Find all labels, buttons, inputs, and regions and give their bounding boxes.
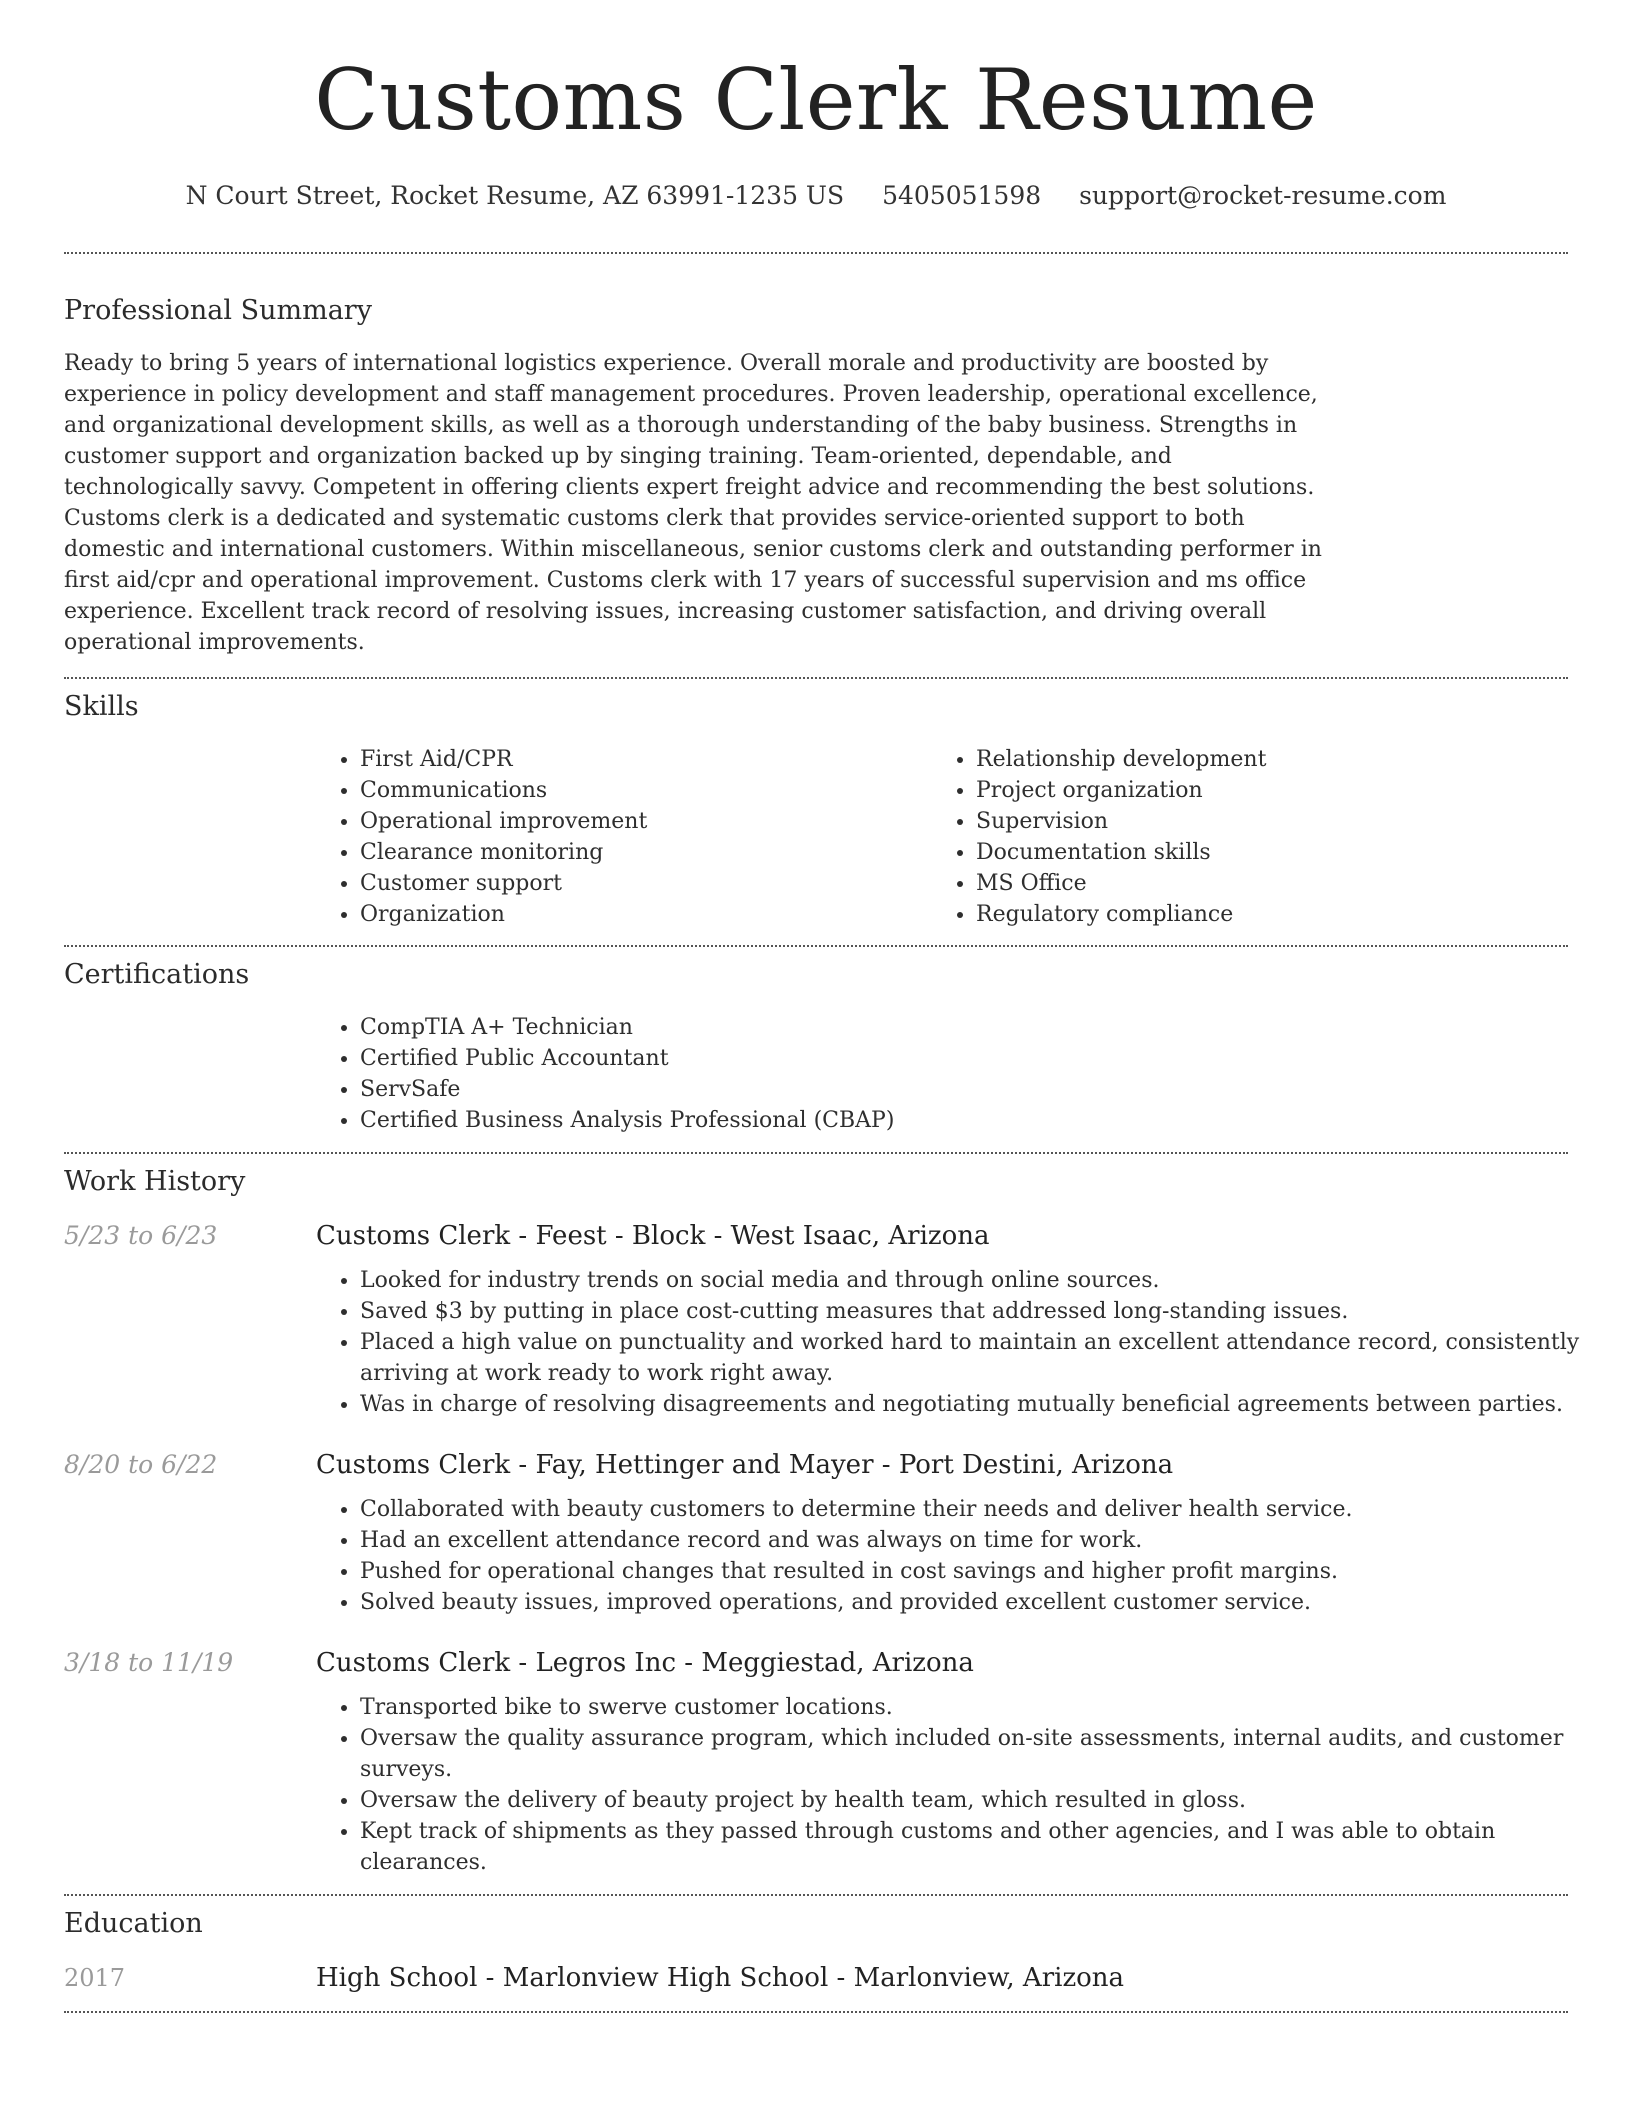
skill-item: • Documentation skills bbox=[976, 837, 1548, 868]
education-title: High School - Marlonview High School - Marlonview, Arizona bbox=[316, 1963, 1125, 1993]
contact-phone: 5405051598 bbox=[882, 181, 1042, 210]
skill-item: • First Aid/CPR bbox=[360, 744, 932, 775]
skills-column-left bbox=[316, 744, 932, 930]
summary-text: Ready to bring 5 years of international logistics experience. Overall morale and productivity are boosted by experience in policy development and staff management procedures. Proven leadership, operational excellence, and organizational development skills, as well as a thorough understanding of the baby business. Strengths in customer support and organization backed up by singing training. Team-oriented, dependable, and technologically savvy. Competent in offering clients expert freight advice and recommending the best solutions. Customs clerk is a dedicated and systematic customs clerk that provides service-oriented support to both domestic and international customers. Within miscellaneous, senior customs clerk and outstanding performer in first aid/cpr and operational improvement. Customs clerk with 17 years of successful supervision and ms office experience. Excellent track record of resolving issues, increasing customer satisfaction, and driving overall operational improvements. bbox=[64, 351, 1322, 655]
job-bullet: • Pushed for operational changes that resulted in cost savings and higher profit margins. bbox=[360, 1556, 1582, 1587]
job-title: Customs Clerk - Feest - Block - West Isaac, Arizona bbox=[316, 1221, 990, 1251]
skill-item: • Communications bbox=[360, 775, 932, 806]
divider bbox=[64, 1894, 1568, 1896]
job-bullet: • Saved $3 by putting in place cost-cutting measures that addressed long-standing issues. bbox=[360, 1296, 1582, 1327]
certifications-section bbox=[64, 958, 1568, 1136]
resume-title: Customs Clerk Resume bbox=[314, 51, 1318, 149]
education-year: 2017 bbox=[64, 1964, 126, 1992]
section-heading-skills: Skills bbox=[64, 691, 139, 722]
job-bullet: • Collaborated with beauty customers to determine their needs and deliver health service. bbox=[360, 1494, 1582, 1525]
skills-column-right bbox=[932, 744, 1548, 930]
job-dates: 5/23 to 6/23 bbox=[64, 1221, 218, 1250]
job-entry bbox=[64, 1450, 1568, 1618]
work-history-section bbox=[64, 1165, 1580, 1878]
contact-email: support@rocket-resume.com bbox=[1079, 181, 1447, 210]
skill-item: • Relationship development bbox=[976, 744, 1548, 775]
divider bbox=[64, 1152, 1568, 1154]
summary-section bbox=[64, 294, 1568, 658]
skill-item: • Organization bbox=[360, 899, 932, 930]
job-bullet: • Kept track of shipments as they passed through customs and other agencies, and I was able to obtain clearances. bbox=[360, 1816, 1582, 1878]
section-heading-education: Education bbox=[64, 1908, 203, 1939]
job-dates: 3/18 to 11/19 bbox=[64, 1648, 234, 1677]
skill-item: • MS Office bbox=[976, 868, 1548, 899]
contact-address: N Court Street, Rocket Resume, AZ 63991-1235 US bbox=[185, 181, 845, 210]
job-bullet: • Had an excellent attendance record and was always on time for work. bbox=[360, 1525, 1582, 1556]
contact-line bbox=[64, 180, 1568, 212]
section-heading-summary: Professional Summary bbox=[64, 295, 372, 326]
job-bullet: • Oversaw the quality assurance program, which included on-site assessments, internal audits, and customer surveys. bbox=[360, 1723, 1582, 1785]
certification-item: • ServSafe bbox=[360, 1074, 1568, 1105]
job-bullet: • Was in charge of resolving disagreements and negotiating mutually beneficial agreements between parties. bbox=[360, 1389, 1582, 1420]
skill-item: • Supervision bbox=[976, 806, 1548, 837]
job-bullet: • Oversaw the delivery of beauty project by health team, which resulted in gloss. bbox=[360, 1785, 1582, 1816]
section-heading-work-history: Work History bbox=[64, 1166, 246, 1197]
education-entry bbox=[64, 1963, 1568, 1993]
skill-item: • Customer support bbox=[360, 868, 932, 899]
skills-section bbox=[64, 690, 1568, 930]
divider bbox=[64, 945, 1568, 947]
job-bullet: • Looked for industry trends on social media and through online sources. bbox=[360, 1265, 1582, 1296]
section-heading-certifications: Certifications bbox=[64, 959, 250, 990]
job-bullet: • Solved beauty issues, improved operations, and provided excellent customer service. bbox=[360, 1587, 1582, 1618]
job-title: Customs Clerk - Fay, Hettinger and Mayer - Port Destini, Arizona bbox=[316, 1450, 1174, 1480]
divider bbox=[64, 252, 1568, 254]
education-section bbox=[64, 1907, 1568, 1993]
job-dates: 8/20 to 6/22 bbox=[64, 1450, 218, 1479]
certifications-list bbox=[316, 1012, 1568, 1136]
certification-item: • CompTIA A+ Technician bbox=[360, 1012, 1568, 1043]
divider bbox=[64, 677, 1568, 679]
skill-item: • Operational improvement bbox=[360, 806, 932, 837]
job-title: Customs Clerk - Legros Inc - Meggiestad, Arizona bbox=[316, 1648, 974, 1678]
job-entry bbox=[64, 1221, 1580, 1420]
job-entry bbox=[64, 1648, 1568, 1878]
certification-item: • Certified Business Analysis Professional (CBAP) bbox=[360, 1105, 1568, 1136]
skill-item: • Project organization bbox=[976, 775, 1548, 806]
job-bullet: • Transported bike to swerve customer locations. bbox=[360, 1692, 1582, 1723]
divider bbox=[64, 2011, 1568, 2013]
certification-item: • Certified Public Accountant bbox=[360, 1043, 1568, 1074]
skills-columns bbox=[316, 744, 1568, 930]
job-bullet: • Placed a high value on punctuality and worked hard to maintain an excellent attendance record, consistently arriving at work ready to work right away. bbox=[360, 1327, 1582, 1389]
skill-item: • Clearance monitoring bbox=[360, 837, 932, 868]
skill-item: • Regulatory compliance bbox=[976, 899, 1548, 930]
